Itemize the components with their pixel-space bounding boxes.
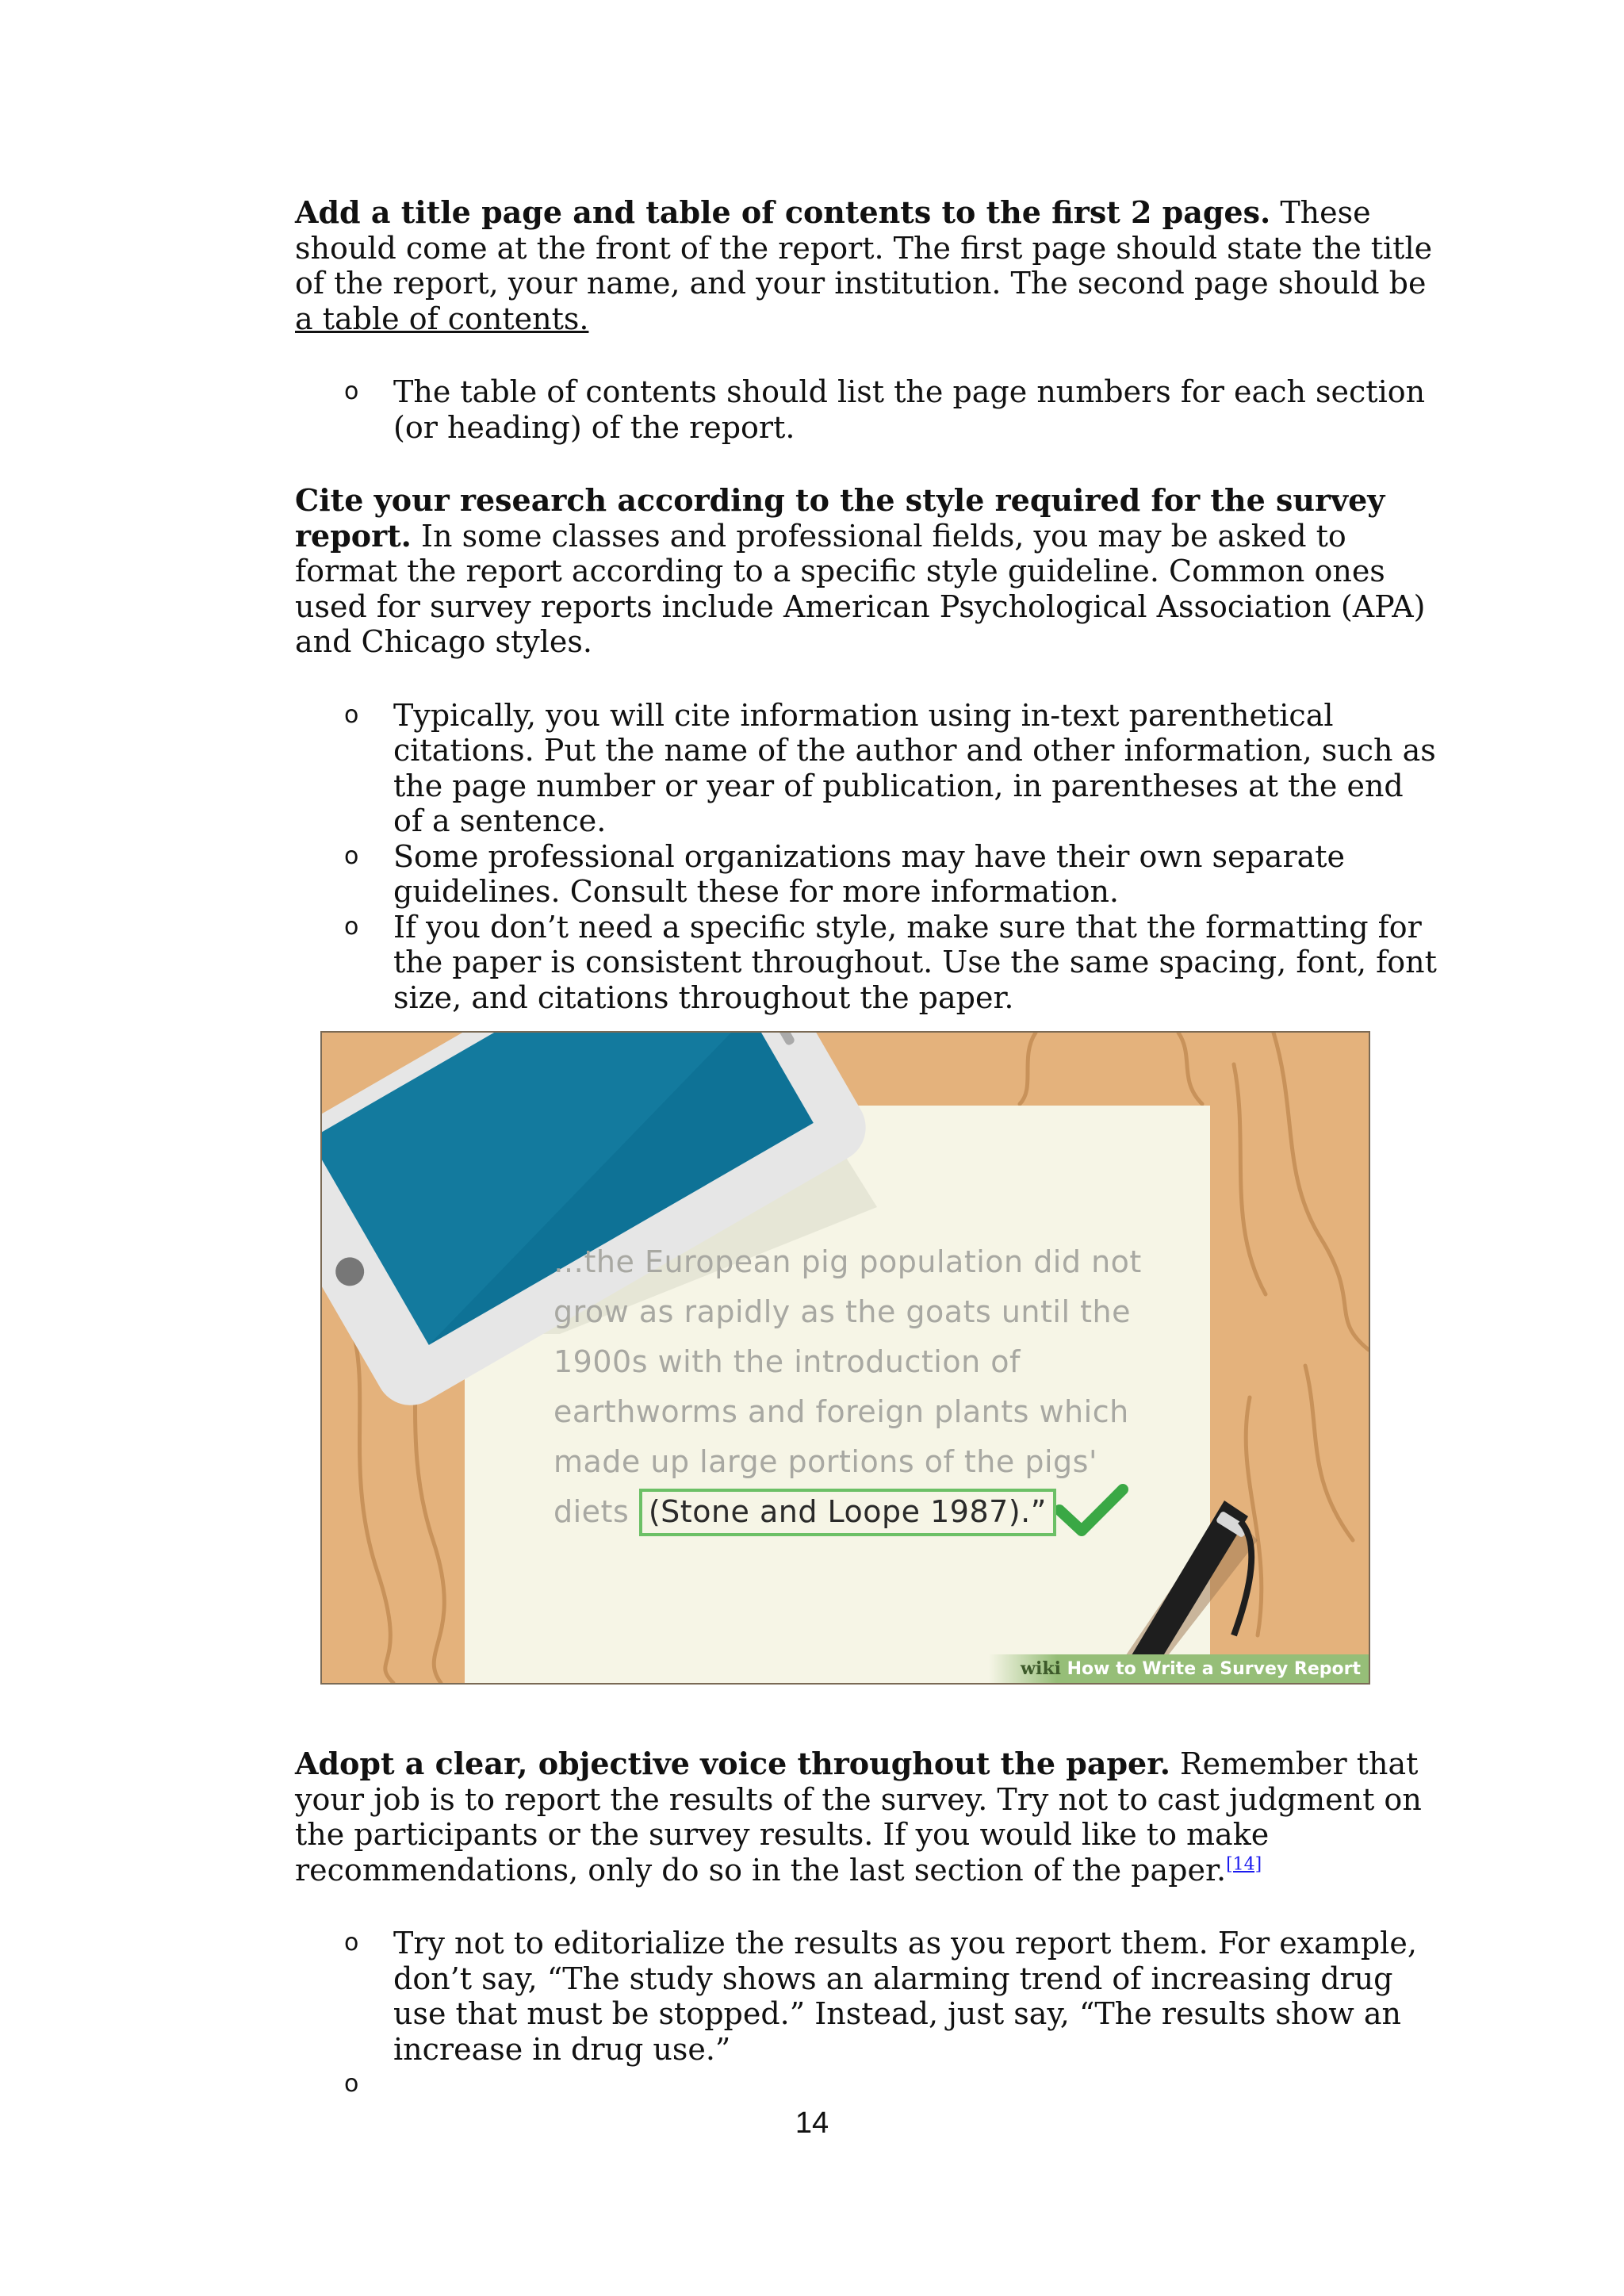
- bullet-marker: o: [344, 700, 359, 729]
- bullet-list-1: [295, 374, 1437, 445]
- quote-text: [553, 1237, 1172, 1537]
- list-item-text: If you don’t need a specific style, make sure that the formatting for the paper is consistent throughout. Use the same spacing, font, font size, and citations throughout the paper.: [393, 909, 1437, 1015]
- bullet-list-2: [295, 698, 1437, 1016]
- quote-body: …the European pig population did not grow as rapidly as the goats until the 1900s with the introduction of earthworms and foreign plants which made up large portions of the pigs' diets: [553, 1244, 1142, 1529]
- page-number: 14: [795, 2106, 829, 2140]
- watermark-wiki: wiki: [1021, 1658, 1061, 1679]
- list-item-text: The table of contents should list the page numbers for each section (or heading) of the report.: [393, 374, 1426, 445]
- illustration-figure: [320, 1031, 1370, 1685]
- paragraph-heading: Cite your research according to the style required for the survey report.: [295, 482, 1385, 554]
- watermark: [989, 1654, 1369, 1683]
- bullet-list-3: [295, 1926, 1437, 2102]
- watermark-text: How to Write a Survey Report: [1067, 1659, 1361, 1679]
- bullet-marker: o: [344, 912, 359, 941]
- bullet-marker: o: [344, 378, 359, 405]
- table-of-contents-link[interactable]: a table of contents.: [295, 301, 589, 336]
- paragraph-heading: Add a title page and table of contents to the first 2 pages.: [295, 194, 1271, 230]
- bullet-marker: o: [344, 2070, 359, 2098]
- list-item: [295, 374, 1437, 445]
- paragraph-body: In some classes and professional fields, you may be asked to format the report according to a specific style guideline. Common ones used for survey reports include American Psychological Association (APA) and Chicago styles.: [295, 518, 1426, 659]
- list-item: [295, 2067, 1437, 2102]
- citation-highlight: (Stone and Loope 1987).”: [639, 1489, 1056, 1536]
- paragraph-body: Remember that your job is to report the results of the survey. Try not to cast judgment on the participants or the survey results. If you would like to make recommendations, only do so in the last section of the paper.: [295, 1746, 1422, 1888]
- paragraph-cite-research: [295, 483, 1437, 660]
- bullet-marker: o: [344, 841, 359, 870]
- paragraph-body: These should come at the front of the report. The first page should state the title of the report, your name, and your institution. The second page should be: [295, 195, 1433, 301]
- list-item: [295, 839, 1437, 910]
- list-item-text: [393, 2067, 403, 2102]
- list-item: [295, 1926, 1437, 2067]
- list-item-text: Try not to editorialize the results as you report them. For example, don’t say, “The study shows an alarming trend of increasing drug use that must be stopped.” Instead, just say, “The results show an increase in drug use.”: [393, 1926, 1417, 2067]
- paragraph-heading: Adopt a clear, objective voice throughout the paper.: [295, 1746, 1170, 1781]
- list-item: [295, 910, 1437, 1016]
- paragraph-objective-voice: [295, 1746, 1437, 1888]
- list-item-text: Typically, you will cite information using in-text parenthetical citations. Put the name of the author and other information, such as the page number or year of publication, in parentheses at the end of a sentence.: [393, 697, 1436, 838]
- citation-link[interactable]: [14]: [1226, 1853, 1262, 1874]
- list-item: [295, 698, 1437, 839]
- page-content: [295, 195, 1437, 2141]
- bullet-marker: o: [344, 1929, 359, 1957]
- list-item-text: Some professional organizations may have their own separate guidelines. Consult these for more information.: [393, 838, 1346, 909]
- paragraph-title-page: [295, 195, 1437, 336]
